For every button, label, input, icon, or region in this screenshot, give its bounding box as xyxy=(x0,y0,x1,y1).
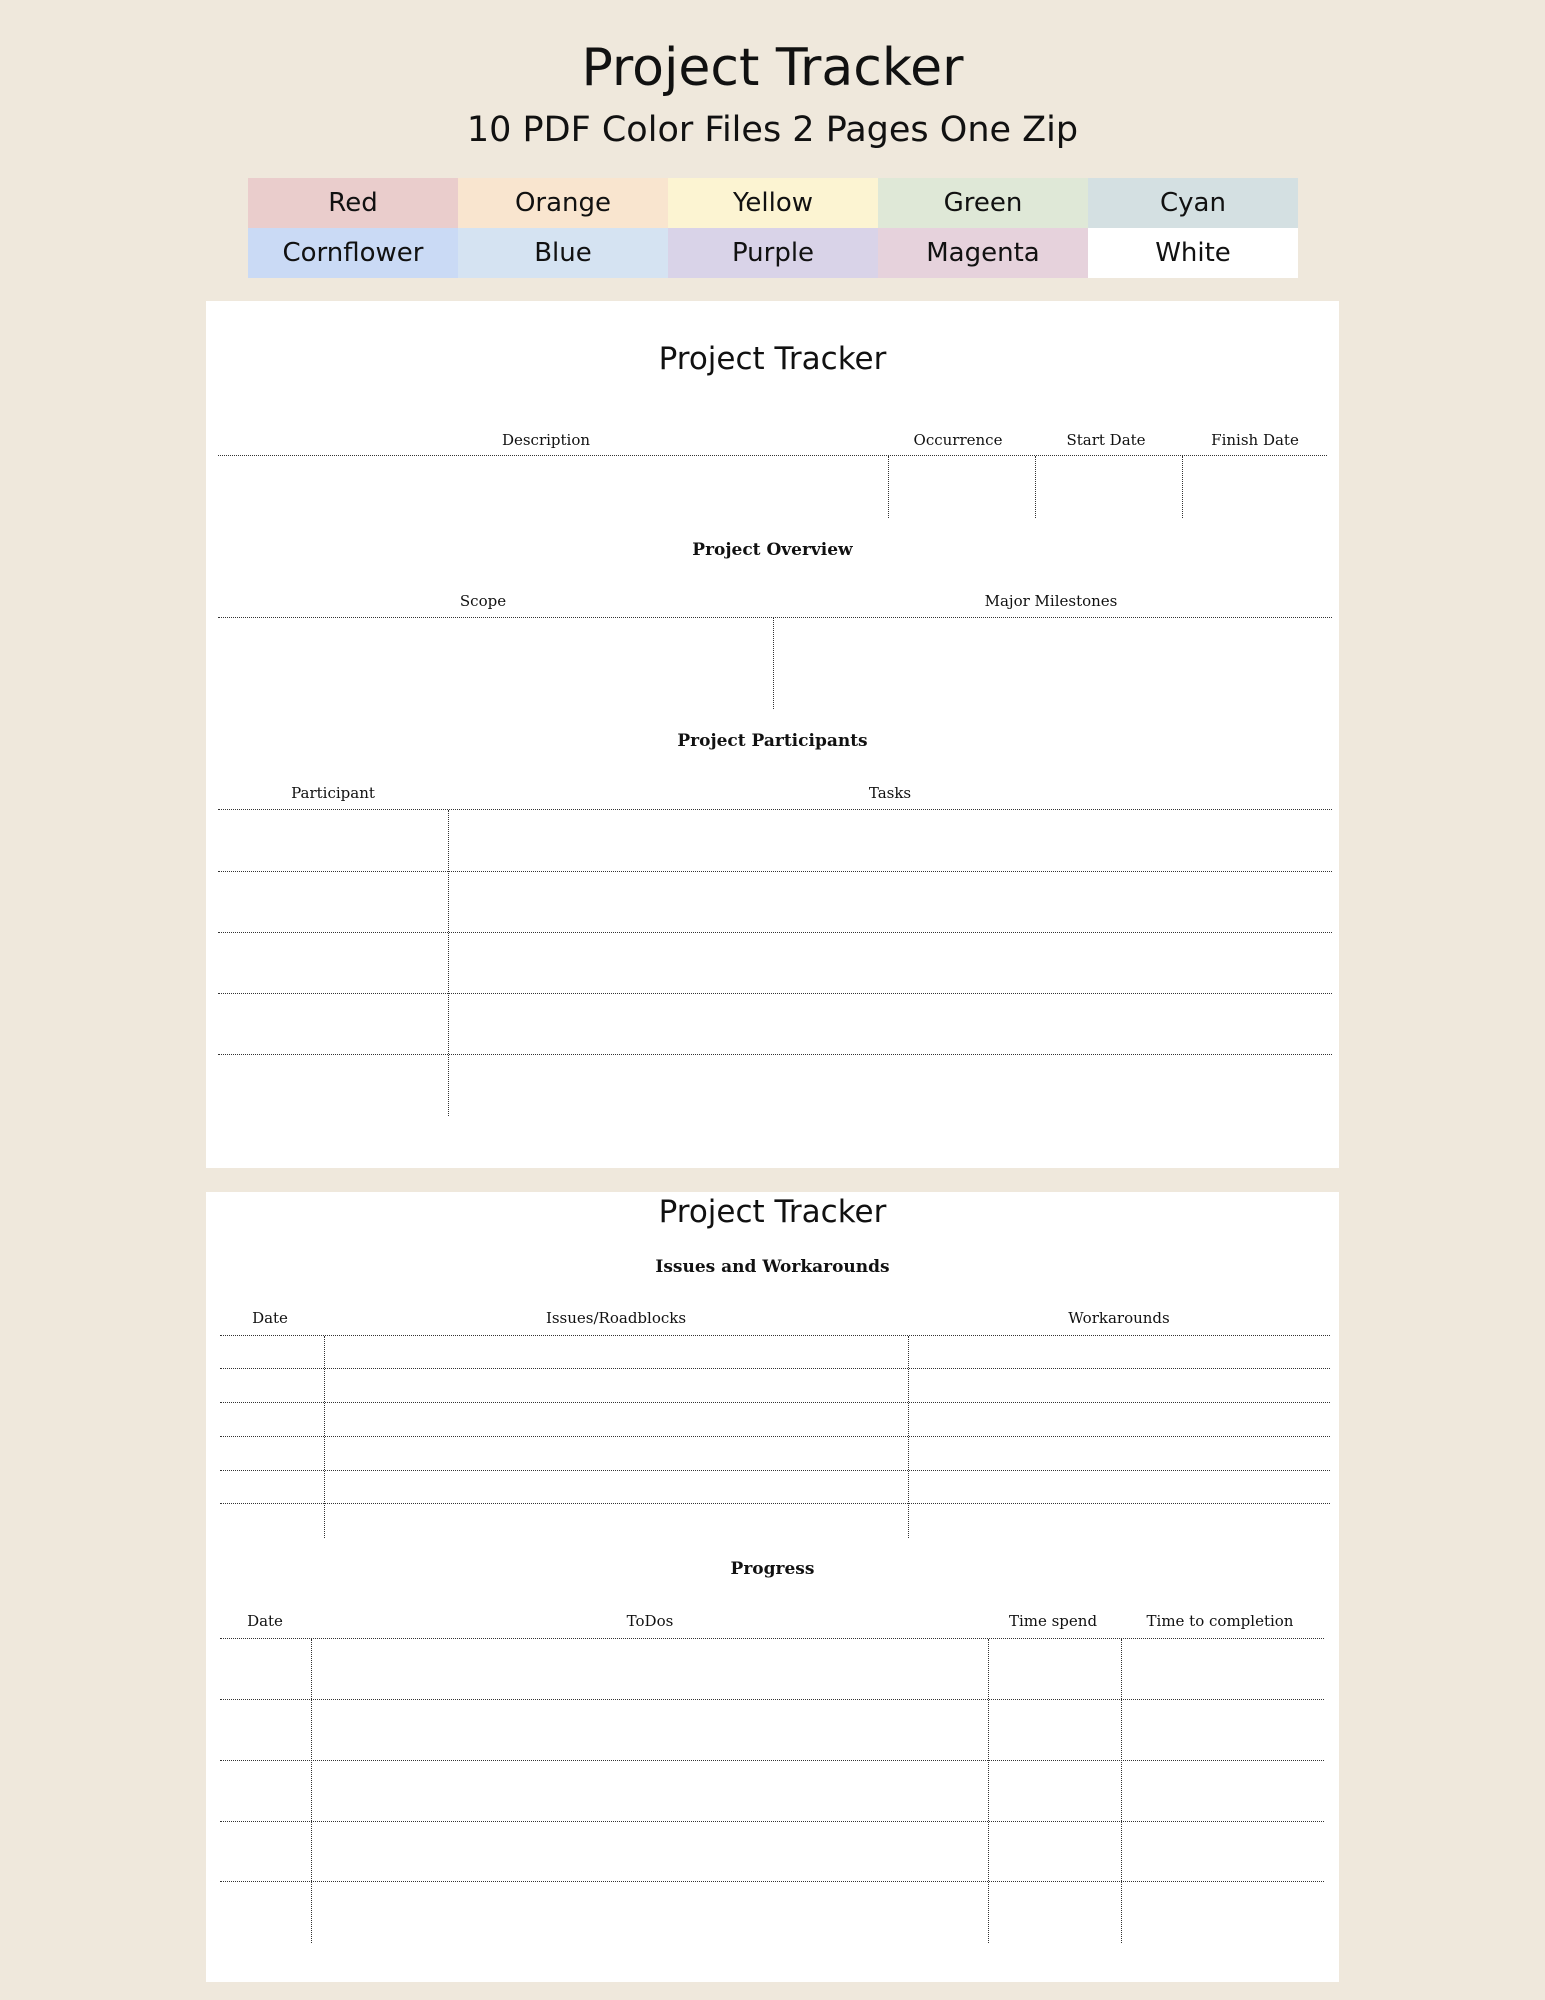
start-date-divider xyxy=(1182,456,1183,518)
scope-header: Scope xyxy=(459,592,507,610)
start-date-header: Start Date xyxy=(1066,431,1146,449)
workarounds-header: Workarounds xyxy=(1068,1309,1170,1327)
progress-row-line xyxy=(220,1881,1324,1882)
issues-row-line xyxy=(220,1368,1330,1369)
progress-todos-divider xyxy=(988,1639,989,1943)
finish-date-header: Finish Date xyxy=(1211,431,1299,449)
swatch-red: Red xyxy=(248,178,458,228)
swatch-green: Green xyxy=(878,178,1088,228)
participants-rule xyxy=(218,809,1332,810)
participants-row-line xyxy=(218,871,1332,872)
project-participants-title: Project Participants xyxy=(677,731,868,751)
subtitle: 10 PDF Color Files 2 Pages One Zip xyxy=(466,110,1079,150)
issues-rule xyxy=(220,1335,1330,1336)
tracker-page-1 xyxy=(206,301,1339,1168)
swatch-blue: Blue xyxy=(458,228,668,278)
occurrence-divider xyxy=(1035,456,1036,518)
occurrence-header: Occurrence xyxy=(913,431,1003,449)
participants-row-line xyxy=(218,932,1332,933)
tasks-header: Tasks xyxy=(868,784,912,802)
participants-divider xyxy=(448,810,449,1116)
issues-workarounds-divider xyxy=(908,1336,909,1538)
progress-rule xyxy=(220,1638,1324,1639)
swatch-orange: Orange xyxy=(458,178,668,228)
progress-row-line xyxy=(220,1760,1324,1761)
page-2-title: Project Tracker xyxy=(658,1194,887,1230)
participants-row-line xyxy=(218,1054,1332,1055)
issues-date-header: Date xyxy=(252,1309,288,1327)
description-rule xyxy=(218,455,1327,456)
description-header: Description xyxy=(501,431,591,449)
overview-divider xyxy=(773,618,774,709)
swatch-cyan: Cyan xyxy=(1088,178,1298,228)
swatch-magenta: Magenta xyxy=(878,228,1088,278)
todos-header: ToDos xyxy=(626,1612,674,1630)
swatch-cornflower: Cornflower xyxy=(248,228,458,278)
swatch-white: White xyxy=(1088,228,1298,278)
swatch-yellow: Yellow xyxy=(668,178,878,228)
main-title: Project Tracker xyxy=(581,38,964,98)
issues-row-line xyxy=(220,1436,1330,1437)
color-swatch-grid xyxy=(248,178,1298,278)
issues-row-line xyxy=(220,1402,1330,1403)
progress-date-header: Date xyxy=(247,1612,283,1630)
issues-row-line xyxy=(220,1503,1330,1504)
issues-row-line xyxy=(220,1470,1330,1471)
time-to-completion-header: Time to completion xyxy=(1146,1612,1294,1630)
milestones-header: Major Milestones xyxy=(984,592,1118,610)
issues-roadblocks-header: Issues/Roadblocks xyxy=(545,1309,687,1327)
time-spend-header: Time spend xyxy=(1008,1612,1098,1630)
progress-date-divider xyxy=(311,1639,312,1943)
progress-row-line xyxy=(220,1821,1324,1822)
progress-title: Progress xyxy=(730,1559,815,1579)
progress-row-line xyxy=(220,1699,1324,1700)
page-1-title: Project Tracker xyxy=(658,341,887,377)
project-overview-title: Project Overview xyxy=(692,540,853,560)
progress-time-divider xyxy=(1121,1639,1122,1943)
participants-row-line xyxy=(218,993,1332,994)
swatch-purple: Purple xyxy=(668,228,878,278)
participant-header: Participant xyxy=(291,784,375,802)
overview-rule xyxy=(218,617,1332,618)
tracker-page-2 xyxy=(206,1192,1339,1982)
issues-date-divider xyxy=(324,1336,325,1538)
issues-workarounds-title: Issues and Workarounds xyxy=(655,1257,890,1277)
description-divider xyxy=(888,456,889,518)
